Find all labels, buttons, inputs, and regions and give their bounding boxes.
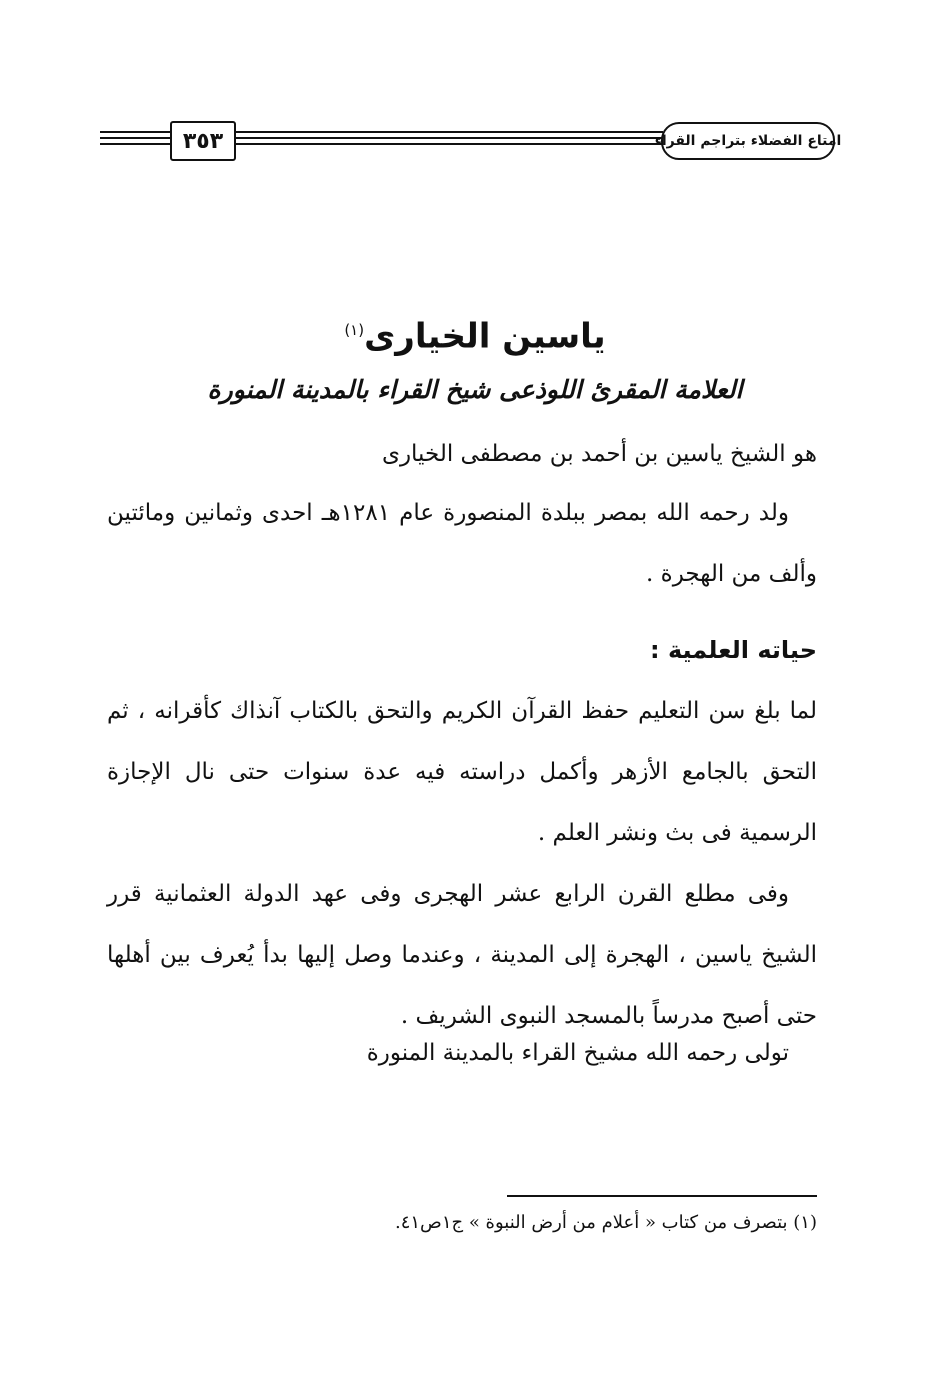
running-title: امتاع الفضلاء بتراجم القراء: [661, 122, 835, 160]
birth-paragraph: ولد رحمه الله بمصر ببلدة المنصورة عام ١٢٨١هـ احدى وثمانين ومائتين وألف من الهجرة .: [107, 500, 817, 587]
header-rule: [100, 143, 172, 145]
header-rule: [100, 137, 172, 139]
header-rule: [231, 131, 663, 133]
header-rule: [100, 131, 172, 133]
section-heading: حياته العلمية :: [649, 636, 817, 664]
footnote-divider: [507, 1195, 817, 1197]
header-rule: [231, 137, 663, 139]
page-subtitle: العلامة المقرئ اللوذعى شيخ القراء بالمدينة المنورة: [207, 375, 743, 404]
appointment-paragraph: تولى رحمه الله مشيخ القراء بالمدينة المنورة: [366, 1040, 789, 1066]
intro-paragraph: هو الشيخ ياسين بن أحمد بن مصطفى الخيارى: [381, 441, 817, 467]
migration-paragraph: وفى مطلع القرن الرابع عشر الهجرى وفى عهد الدولة العثمانية قرر الشيخ ياسين ، الهجرة إلى المدينة ، وعندما وصل إليها بدأ يُعرف بين أهلها حتى أصبح مدرساً بالمسجد النبوى الشريف .: [107, 881, 817, 1029]
page-number: ٣٥٣: [170, 121, 236, 161]
study-paragraph: لما بلغ سن التعليم حفظ القرآن الكريم والتحق بالكتاب آنذاك كأقرانه ، ثم التحق بالجامع الأزهر وأكمل دراسته فيه عدة سنوات حتى نال الإجازة الرسمية فى بث ونشر العلم .: [107, 698, 817, 846]
header-rule: [231, 143, 663, 145]
running-header: [100, 118, 842, 166]
page-title: [0, 300, 950, 366]
footnote: (١) بتصرف من كتاب « أعلام من أرض النبوة » ج١ص٤١.: [394, 1212, 817, 1233]
footnote-reference: (١): [344, 321, 365, 339]
biography-name: ياسين الخيارى: [364, 316, 606, 357]
